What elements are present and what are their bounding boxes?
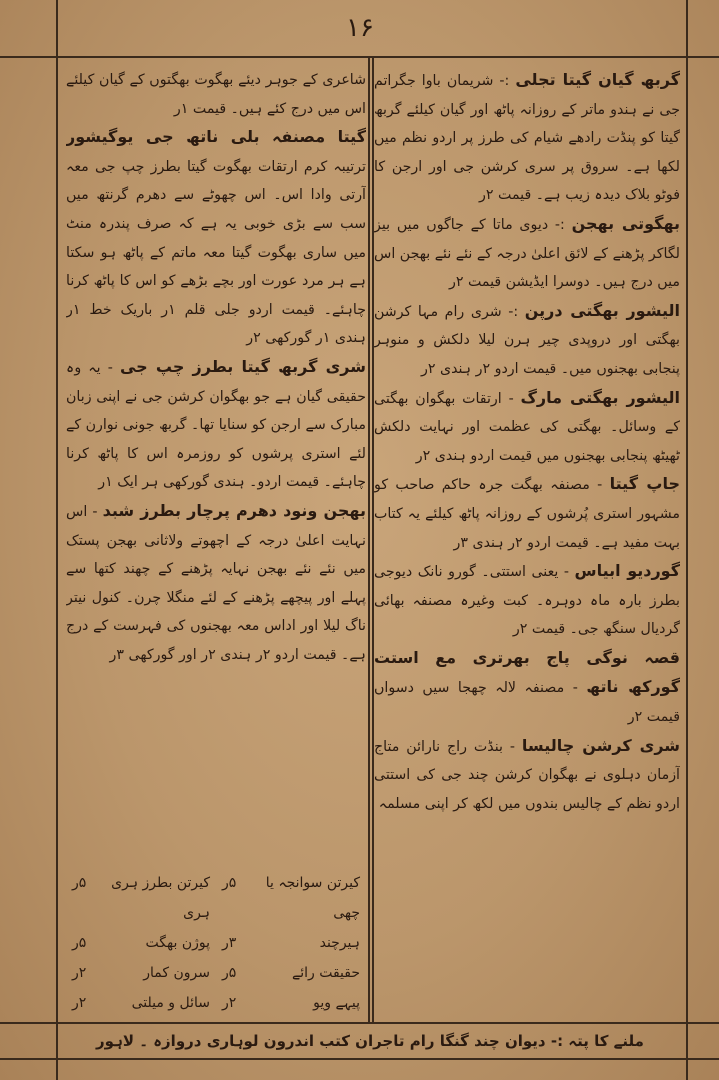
book-title: شری کرشن چالیسا: [521, 735, 680, 755]
book-entry: [374, 66, 680, 210]
left-frame-rule: [56, 0, 58, 1080]
book-title: بھگوتی بھجن: [571, 213, 680, 233]
item-price: ۲ر: [222, 995, 237, 1011]
book-description: - یہ وہ حقیقی گیان ہے جو بھگوان کرشن جی نے اپنی زبان مبارک سے ارجن کو سنایا تھا۔ گربھ جونی نوارن کے لئے استری پرشوں کو روزمرہ اس کا پاٹھ کرنا چاہئے۔ قیمت اردو۔ ہندی گورکھی ہر ایک ۱ر: [66, 359, 366, 491]
price-list-item: [216, 958, 366, 988]
price-list-item: [216, 988, 366, 1018]
price-list-item: [216, 868, 366, 928]
book-description: - مصنفہ بھگت جرہ حاکم صاحب کو مشہور استری پُرشوں کے روزانہ پاٹھ کیلئے یہ کتاب بہت مفید ہے۔ قیمت اردو ۲ر ہندی ۳ر: [374, 477, 680, 551]
price-list-item: [216, 928, 366, 958]
book-title: الیشور بھگتی درپن: [524, 300, 680, 320]
item-name: ہیرچند: [319, 935, 360, 951]
right-frame-rule: [686, 0, 688, 1080]
book-entry: [66, 497, 366, 670]
book-description: - مصنفہ لالہ چھجا سیں دسواں قیمت ۲ر: [374, 680, 680, 726]
book-title: بھجن ونود دھرم پرچار بطرز شبد: [102, 500, 366, 520]
book-entry: [374, 557, 680, 644]
book-title: گیتا مصنفہ بلی ناتھ جی یوگیشور: [66, 127, 366, 147]
book-description: :- دیوی ماتا کے جاگوں میں بیز لگاکر پڑھنے کے لائق اعلیٰ درجہ کے نئے نئے بھجن اس میں درج ہیں۔ دوسرا ایڈیشن قیمت ۲ر: [374, 216, 680, 291]
page-number: ۱۶: [346, 13, 374, 43]
book-description: - ارتقات بھگوان بھگتی کے وسائل۔ بھگتی کی عظمت اور نہایت دلکش ٹھیٹھ پنجابی بھجنوں میں قیمت اردو ہندی ۲ر: [374, 390, 680, 464]
book-title: گوردیو ابیاس: [574, 561, 680, 581]
bottom-rule: [0, 1022, 719, 1024]
item-name: پیہے ویو: [313, 995, 360, 1011]
item-price: ۵ر: [72, 935, 87, 951]
book-entry: [66, 123, 366, 353]
price-list-item: [66, 988, 216, 1018]
footer-rule: [0, 1058, 719, 1060]
item-price: ۵ر: [72, 875, 87, 891]
book-title: گربھ گیان گیتا تجلی: [515, 70, 680, 89]
book-title: جاپ گیتا: [609, 474, 680, 494]
book-entry: [374, 384, 680, 471]
item-price: ۲ر: [72, 995, 87, 1011]
item-price: ۲ر: [72, 965, 87, 981]
item-name: کیرتن بطرز ہری ہری: [111, 875, 210, 921]
book-description: - اس نہایت اعلیٰ درجہ کے اچھوتے ولاثانی بھجن پستک میں نئے نئے بھجن نہایہ پڑھنے کے چھند کتھا سے پہلے اور پیچھے پڑھنے کے لئے منگلا چرن۔ کنول نیتر ناگ لیلا اور اداس معہ بھجنوں کی فہرست کے درج ہے۔ قیمت اردو ۲ر ہندی ۲ر اور گورکھی ۳ر: [66, 503, 366, 663]
item-price: ۵ر: [222, 875, 237, 891]
book-description: - یعنی استتی۔ گورو نانک دیوجی بطرز بارہ ماہ دوہرہ۔ کبت وغیرہ مصنفہ بھائی گردیال سنگھ جی۔ قیمت ۲ر: [374, 564, 680, 638]
item-name: کیرتن سوانجہ یا چھی: [265, 875, 360, 921]
book-title: شری گربھ گیتا بطرز چپ جی: [119, 356, 366, 376]
item-name: حقیقت رائے: [292, 965, 360, 981]
book-description: - بنڈت راج نارائن متاج آزمان دہلوی نے بھگوان کرشن چند جی کی استتی اردو نظم کے چالیس بندوں میں لکھ کر اپنی مسلمہ: [374, 738, 680, 812]
item-price: ۵ر: [222, 965, 237, 981]
book-description: ترتیبہ کرم ارتقات بھگوت گیتا بطرز چپ جی معہ آرتی وادا اس۔ اس چھوٹے سے دھرم گرنتھ میں سب سے بڑی خوبی یہ ہے کہ صرف پندرہ منٹ میں ساری بھگوت گیتا معہ ماتم کے پاٹھ ہو سکتا ہے ہر مرد عورت اور بچے بڑھے کو اس کا پاٹھ کرنا چاہئے۔ قیمت اردو جلی قلم ۱ر باریک خط ۱ر ہندی ۱ر گورکھی ۲ر: [66, 158, 366, 347]
book-entry: [374, 210, 680, 297]
center-divider-a: [368, 56, 370, 1022]
item-name: سائل و میلتی: [131, 995, 210, 1011]
item-name: پوژن بھگت: [145, 935, 210, 951]
publisher-address: ملنے کا پتہ :- دیوان چند گنگا رام تاجران کتب اندرون لوہاری دروازہ ۔ لاہور: [96, 1032, 644, 1050]
price-list: [66, 868, 366, 1018]
book-entry: [66, 66, 366, 123]
price-list-item: [66, 868, 216, 928]
price-list-item: [66, 958, 216, 988]
book-title: قصہ نوگی پاج بھرتری مع استت گورکھ ناتھ: [374, 647, 680, 697]
right-column: [374, 66, 680, 1016]
left-column: [66, 66, 366, 826]
price-list-item: [66, 928, 216, 958]
book-title: الیشور بھگتی مارگ: [520, 387, 680, 407]
book-entry: [374, 732, 680, 819]
top-rule: [0, 56, 719, 58]
book-description: :- شریمان باوا جگراتم جی نے ہندو ماتر کے روزانہ پاٹھ اور گیان کیلئے گربھ گیتا کو پنڈت رادھے شیام کی طرز پر اردو نظم میں لکھا ہے۔ سروق پر سری کرشن جی اور ارجن کا فوٹو بلاک دیدہ زیب ہے۔ قیمت ۲ر: [374, 73, 680, 204]
book-entry: [66, 353, 366, 497]
book-description: :- شری رام مہا کرشن بھگتی اور دروپدی چیر ہرن لیلا دلکش و منوہر پنجابی بھجنوں میں۔ قیمت اردو ۲ر ہندی ۲ر: [374, 303, 680, 377]
book-entry: [374, 644, 680, 732]
item-price: ۳ر: [222, 935, 237, 951]
book-entry: [374, 297, 680, 384]
book-entry: [374, 470, 680, 557]
book-description: شاعری کے جوہر دیئے بھگوت بھگتوں کے گیان کیلئے اس میں درج کئے ہیں۔ قیمت ۱ر: [66, 72, 366, 117]
item-name: سرون کمار: [143, 965, 210, 981]
